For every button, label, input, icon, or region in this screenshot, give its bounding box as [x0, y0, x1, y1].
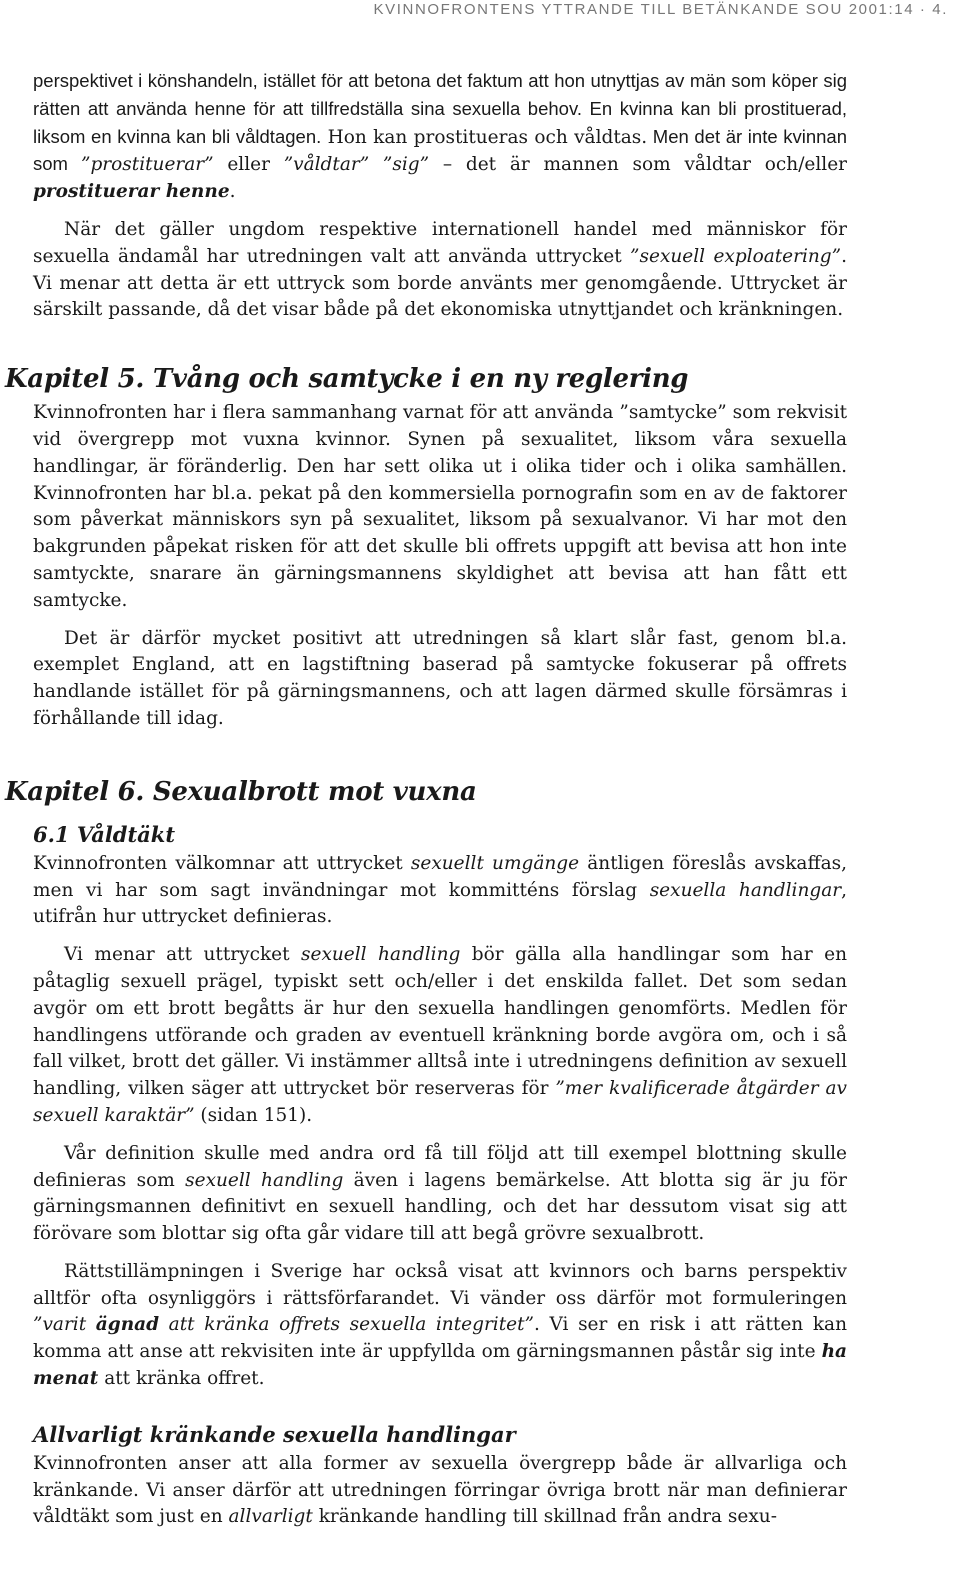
chapter-6-paragraph-2: Vi menar att uttrycket sexuell handling bör gälla alla handlingar som har en påtaglig sexuell prägel, typiskt sett och/eller i det enskilda fallet. Det som sedan avgör om ett brott begåtts är hur den sexuella handlingen genomförts. Medlen för handlingens utförande och graden av eventuell kränkning borde avgöra om, och i så fall vilket, brott det gäller. Vi instämmer alltså inte i utredningens definition av sexuell handling, vilken säger att uttrycket bör reserveras för ”mer kvalificerade åtgärder av sexuell karaktär” (sidan 151).: [33, 944, 848, 1126]
chapter-6-paragraph-1: Kvinnofronten välkomnar att uttrycket sexuellt umgänge äntligen föreslås avskaffas, men vi har som sagt invändningar mot kommitténs förslag sexuella handlingar, utifrån hur uttrycket definieras.: [33, 852, 847, 928]
chapter-5-paragraph-2: Det är därför mycket positivt att utredningen så klart slår fast, genom bl.a. exemplet England, att en lagstiftning baserad på samtycke fokuserar på offrets handlande istället för på gärningsmannens, och att lagen därmed skulle försämras i förhållande till idag.: [33, 627, 847, 729]
paragraph-sexual-exploitation: När det gäller ungdom respektive internationell handel med människor för sexuella ändamål har utredningen valt att använda uttrycket ”sexuell exploatering”. Vi menar att detta är ett uttryck som borde använts mer genomgående. Uttrycket är särskilt passande, då det visar både på det ekonomiska utnyttjandet och kränkningen.: [33, 218, 848, 321]
chapter-6-heading: Kapitel 6. Sexualbrott mot vuxna: [5, 776, 477, 807]
running-head: KVINNOFRONTENS YTTRANDE TILL BETÄNKANDE SOU 2001:14 · 4.: [373, 1, 948, 18]
section-serious-offences-heading: Allvarligt kränkande sexuella handlingar: [33, 1421, 516, 1447]
paragraph-continuation: perspektivet i könshandeln, istället för att betona det faktum att hon utnyttjas av män som köper sig rätten att använda henne för att tillfredställa sina sexuella behov. En kvinna kan bli prostituerad, liksom en kvinna kan bli våldtagen. Hon kan prostitueras och våldtas. Men det är inte kvinnan som ”prostituerar” eller ”våldtar” ”sig” – det är mannen som våldtar och/eller prostituerar henne.: [33, 70, 848, 203]
chapter-6-paragraph-5: Kvinnofronten anser att alla former av sexuella övergrepp både är allvarliga och kränkande. Vi anser därför att utredningen förringar övriga brott när man definierar våldtäkt som just en allvarligt kränkande handling till skillnad från andra sexu-: [33, 1452, 847, 1528]
document-body: [5, 68, 848, 1542]
chapter-6-paragraph-3: Vår definition skulle med andra ord få till följd att till exempel blottning skulle definieras som sexuell handling även i lagens bemärkelse. Att blotta sig är ju för gärningsmannen definitivt en sexuell handling, och det har dessutom visat sig att förövare som blottar sig ofta går vidare till att begå grövre sexualbrott.: [33, 1142, 847, 1245]
section-6-1-heading: 6.1 Våldtäkt: [33, 821, 176, 847]
chapter-6-paragraph-4: Rättstillämpningen i Sverige har också visat att kvinnors och barns perspektiv alltför ofta osynliggörs i rättsförfarandet. Vi vänder oss därför mot formuleringen ”varit ägnad att kränka offrets sexuella integritet”. Vi ser en risk i att rätten kan komma att anse att rekvisiten inte är uppfyllda om gärningsmannen påstår sig inte ha menat att kränka offret.: [33, 1260, 847, 1390]
chapter-5-heading: Kapitel 5. Tvång och samtycke i en ny reglering: [5, 364, 689, 395]
chapter-5-paragraph-1: Kvinnofronten har i flera sammanhang varnat för att använda ”samtycke” som rekvisit vid övergrepp mot vuxna kvinnor. Synen på sexualitet, liksom våra sexuella handlingar, är föränderlig. Den har sett olika ut i olika tider och i olika samhällen. Kvinnofronten har bl.a. pekat på den kommersiella pornografin som en av de faktorer som påverkat människors syn på sexualitet, liksom på sexualvanor. Vi har mot den bakgrunden påpekat risken för att det skulle bli offrets uppgift att bevisa att hon inte samtyckte, snarare än gärningsmannens skyldighet att bevisa att han fått ett samtycke.: [33, 402, 847, 611]
